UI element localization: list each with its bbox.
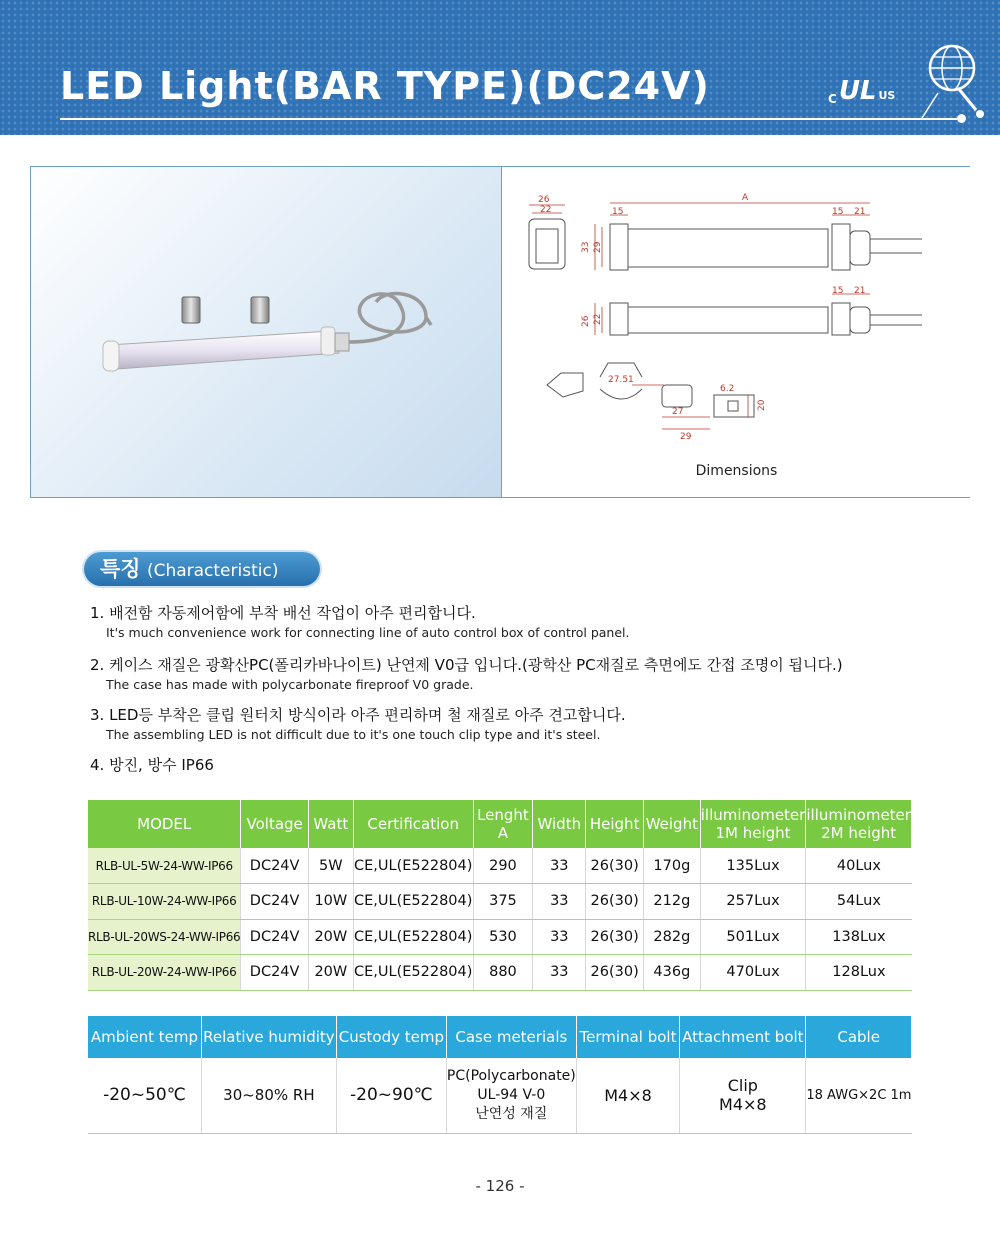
table-cell: DC24V bbox=[241, 848, 309, 884]
table-cell: 54Lux bbox=[806, 884, 912, 920]
table-cell: 470Lux bbox=[700, 955, 806, 991]
table-row bbox=[88, 1058, 912, 1133]
table-cell: 33 bbox=[533, 955, 586, 991]
svg-text:29: 29 bbox=[680, 432, 692, 442]
table-cell: 135Lux bbox=[700, 848, 806, 884]
table-row bbox=[88, 955, 912, 991]
model-cell: RLB-UL-10W-24-WW-IP66 bbox=[88, 884, 241, 920]
col-header: Terminal bolt bbox=[576, 1016, 680, 1058]
col-header: illuminometer 2M height bbox=[806, 800, 912, 848]
col-header: Height bbox=[586, 800, 644, 848]
led-bar-photo bbox=[31, 167, 501, 497]
svg-text:21: 21 bbox=[854, 207, 866, 217]
table-cell: 138Lux bbox=[806, 919, 912, 955]
table-cell: 10W bbox=[308, 884, 353, 920]
col-header: Voltage bbox=[241, 800, 309, 848]
globe-icon bbox=[918, 38, 1000, 120]
table-cell: 30~80% RH bbox=[201, 1058, 336, 1133]
svg-text:15: 15 bbox=[612, 207, 624, 217]
svg-text:15: 15 bbox=[832, 286, 844, 296]
feature-item: 4. 방진, 방수 IP66 bbox=[90, 756, 214, 774]
table-cell: 282g bbox=[643, 919, 700, 955]
product-photo bbox=[31, 167, 501, 497]
dimension-diagram bbox=[502, 167, 971, 467]
table-cell: 530 bbox=[473, 919, 533, 955]
table-cell: 33 bbox=[533, 919, 586, 955]
table-cell: Clip M4×8 bbox=[680, 1058, 806, 1133]
col-header: MODEL bbox=[88, 800, 241, 848]
table-cell: 128Lux bbox=[806, 955, 912, 991]
svg-text:6.2: 6.2 bbox=[720, 384, 735, 394]
col-header: Ambient temp bbox=[88, 1016, 201, 1058]
col-header: Width bbox=[533, 800, 586, 848]
svg-text:33: 33 bbox=[581, 241, 591, 253]
svg-text:29: 29 bbox=[593, 241, 603, 253]
table-cell: 18 AWG×2C 1m bbox=[806, 1058, 912, 1133]
table-cell: 26(30) bbox=[586, 955, 644, 991]
feature-item: 3. LED등 부착은 클립 원터치 방식이라 아주 편리하며 철 재질로 아주 견고합니다. The assembling LED is not difficult due to it's one touch clip type and it's steel. bbox=[90, 706, 626, 742]
col-header: Watt bbox=[308, 800, 353, 848]
env-header-row bbox=[88, 1016, 912, 1058]
feature-item: 2. 케이스 재질은 광확산PC(폴리카바나이트) 난연제 V0급 입니다.(광학산 PC재질로 측면에도 간접 조명이 됩니다.) The case has made with polycarbonate fireproof V0 grade. bbox=[90, 656, 843, 692]
svg-text:20: 20 bbox=[757, 399, 767, 411]
table-row bbox=[88, 884, 912, 920]
table-cell: DC24V bbox=[241, 955, 309, 991]
table-cell: 880 bbox=[473, 955, 533, 991]
table-cell: 170g bbox=[643, 848, 700, 884]
model-cell: RLB-UL-20WS-24-WW-IP66 bbox=[88, 919, 241, 955]
model-cell: RLB-UL-20W-24-WW-IP66 bbox=[88, 955, 241, 991]
table-cell: 26(30) bbox=[586, 884, 644, 920]
table-cell: -20~90℃ bbox=[336, 1058, 446, 1133]
svg-text:21: 21 bbox=[854, 286, 866, 296]
col-header: Certification bbox=[353, 800, 473, 848]
col-header: Weight bbox=[643, 800, 700, 848]
table-cell: DC24V bbox=[241, 919, 309, 955]
col-header: Attachment bolt bbox=[680, 1016, 806, 1058]
table-cell: -20~50℃ bbox=[88, 1058, 201, 1133]
product-images-frame bbox=[30, 166, 970, 498]
col-header: Case meterials bbox=[446, 1016, 576, 1058]
table-cell: 290 bbox=[473, 848, 533, 884]
svg-text:A: A bbox=[742, 193, 749, 203]
table-cell: 26(30) bbox=[586, 919, 644, 955]
table-cell: PC(Polycarbonate) UL-94 V-0 난연성 재질 bbox=[446, 1058, 576, 1133]
table-cell: 257Lux bbox=[700, 884, 806, 920]
table-cell: CE,UL(E522804) bbox=[353, 848, 473, 884]
table-cell: 26(30) bbox=[586, 848, 644, 884]
col-header: Lenght A bbox=[473, 800, 533, 848]
title-underline bbox=[60, 118, 960, 120]
page-title: LED Light(BAR TYPE)(DC24V) bbox=[60, 64, 710, 108]
feature-item: 1. 배전함 자동제어함에 부착 배선 작업이 아주 편리합니다. It's much convenience work for connecting line of auto control box of control panel. bbox=[90, 604, 630, 640]
page-header bbox=[0, 0, 1000, 135]
table-cell: CE,UL(E522804) bbox=[353, 955, 473, 991]
table-cell: 212g bbox=[643, 884, 700, 920]
svg-text:26: 26 bbox=[581, 315, 591, 327]
table-row bbox=[88, 919, 912, 955]
table-cell: 20W bbox=[308, 919, 353, 955]
ul-certification-logo: CUL US bbox=[828, 76, 896, 106]
table-cell: CE,UL(E522804) bbox=[353, 919, 473, 955]
table-cell: CE,UL(E522804) bbox=[353, 884, 473, 920]
table-cell: 33 bbox=[533, 884, 586, 920]
model-cell: RLB-UL-5W-24-WW-IP66 bbox=[88, 848, 241, 884]
table-cell: 375 bbox=[473, 884, 533, 920]
svg-text:26: 26 bbox=[538, 195, 550, 205]
svg-text:27: 27 bbox=[672, 407, 684, 417]
svg-text:22: 22 bbox=[593, 313, 603, 325]
svg-text:15: 15 bbox=[832, 207, 844, 217]
table-cell: DC24V bbox=[241, 884, 309, 920]
table-cell: 33 bbox=[533, 848, 586, 884]
table-cell: 5W bbox=[308, 848, 353, 884]
col-header: Relative humidity bbox=[201, 1016, 336, 1058]
svg-text:27.51: 27.51 bbox=[608, 375, 634, 385]
table-row bbox=[88, 848, 912, 884]
environment-table bbox=[88, 1016, 912, 1134]
spec-table bbox=[88, 800, 912, 991]
spec-header-row bbox=[88, 800, 912, 848]
table-cell: 501Lux bbox=[700, 919, 806, 955]
table-cell: 20W bbox=[308, 955, 353, 991]
svg-text:22: 22 bbox=[540, 205, 552, 215]
dimensions-caption: Dimensions bbox=[695, 463, 778, 479]
col-header: illuminometer 1M height bbox=[700, 800, 806, 848]
table-cell: 40Lux bbox=[806, 848, 912, 884]
page-number: - 126 - bbox=[475, 1177, 525, 1195]
table-cell: 436g bbox=[643, 955, 700, 991]
table-cell: M4×8 bbox=[576, 1058, 680, 1133]
characteristic-heading: 특징 (Characteristic) bbox=[84, 552, 320, 586]
dimensions-drawing bbox=[501, 167, 970, 497]
col-header: Cable bbox=[806, 1016, 912, 1058]
col-header: Custody temp bbox=[336, 1016, 446, 1058]
